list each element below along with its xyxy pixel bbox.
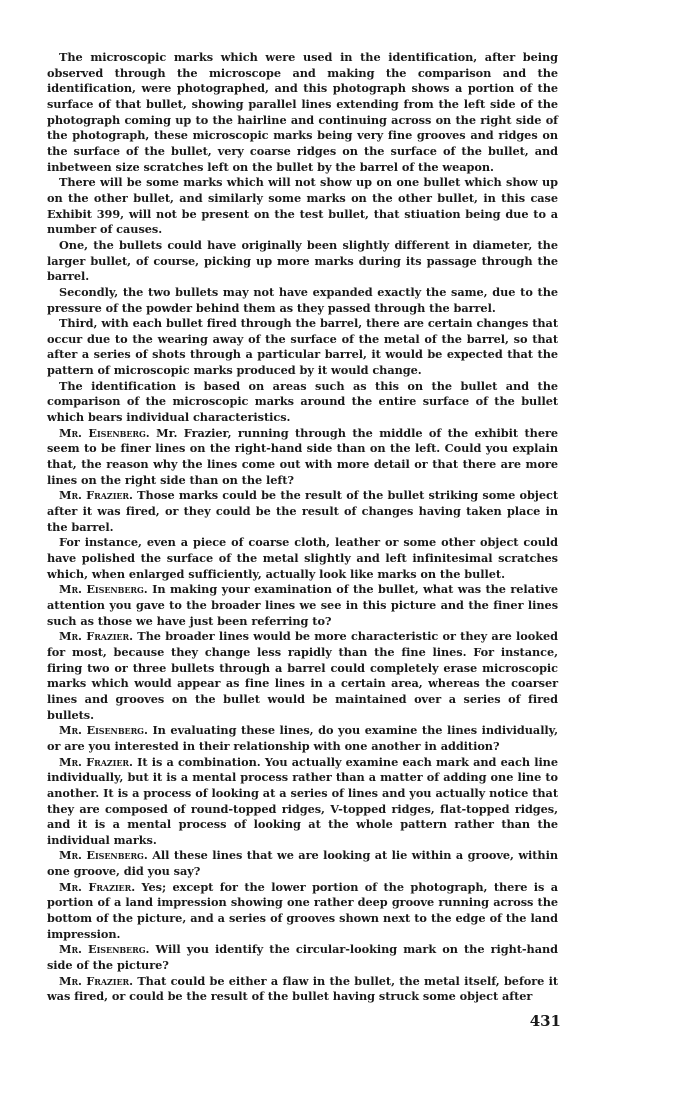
paragraph bbox=[47, 723, 558, 754]
paragraph bbox=[47, 488, 558, 535]
paragraph-text: The identification is based on areas such as this on the bullet and the comparison of the microscopic marks around the entire surface of the bullet which bears individual characteristics. bbox=[47, 378, 558, 425]
speaker-name: Mr. Frazier. bbox=[59, 629, 133, 644]
paragraph-text: One, the bullets could have originally been slightly different in diameter, the larger bullet, of course, picking up more marks during its passage through the barrel. bbox=[47, 237, 558, 284]
paragraph bbox=[47, 974, 558, 1005]
paragraph-text: There will be some marks which will not show up on one bullet which show up on the other bullet, and similarly some marks on the other bullet, in this case Exhibit 399, will not be present on the test bullet, that stiuation being due to a number of causes. bbox=[47, 175, 558, 237]
paragraph-text: In evaluating these lines, do you examine the lines individually, or are you interested in their relationship with one another in addition? bbox=[47, 723, 558, 753]
paragraph-text: Yes; except for the lower portion of the photograph, there is a portion of a land impression showing one rather deep groove running across the bottom of the picture, and a series of grooves shown next to the edge of the land impression. bbox=[47, 879, 558, 941]
paragraph bbox=[47, 629, 558, 723]
paragraph-text: Secondly, the two bullets may not have expanded exactly the same, due to the pressure of the powder behind them as they passed through the barrel. bbox=[47, 284, 558, 315]
paragraph-text: That could be either a flaw in the bullet, the metal itself, before it was fired, or could be the result of the bullet having struck some object after bbox=[47, 973, 559, 1004]
paragraph bbox=[47, 535, 558, 582]
paragraph-text: The microscopic marks which were used in the identification, after being observed through the microscope and making the comparison and the identification, were photographed, and this photograph shows a portion of the surface of that bullet, showing parallel lines extending from the left side of the photograph coming up to the hairline and continuing across on the right side of the photograph, these microscopic marks being very fine grooves and ridges on the surface of the bullet, very coarse ridges on the surface of the bullet, and inbetween size scratches left on the bullet by the barrel of the weapon. bbox=[47, 50, 558, 174]
paragraph-text: All these lines that we are looking at lie within a groove, within one groove, did you say? bbox=[47, 848, 558, 879]
paragraph bbox=[47, 582, 558, 629]
speaker-name: Mr. Frazier. bbox=[59, 879, 136, 894]
speaker-name: Mr. Eisenberg. bbox=[59, 425, 150, 440]
paragraph bbox=[47, 848, 558, 879]
speaker-name: Mr. Frazier. bbox=[59, 754, 133, 769]
speaker-name: Mr. Eisenberg. bbox=[59, 848, 148, 863]
paragraph-text: Mr. Frazier, running through the middle of the exhibit there seem to be finer lines on the right-hand side than on the left. Could you explain that, the reason why the lines come out with more detail or that there are more lines on the right side than on the left? bbox=[47, 425, 558, 487]
paragraph bbox=[47, 50, 558, 175]
speaker-name: Mr. Frazier. bbox=[59, 488, 133, 503]
paragraph bbox=[47, 316, 558, 379]
paragraph bbox=[47, 942, 558, 973]
speaker-name: Mr. Frazier. bbox=[59, 973, 133, 988]
paragraph-text: It is a combination. You actually examine each mark and each line individually, but it is a mental process rather than a matter of adding one line to another. It is a process of looking at a series of lines and you actually notice that they are composed of round-topped ridges, V-topped ridges, flat-topped ridges, and it is a mental process of looking at the whole pattern rather than the individual marks. bbox=[47, 754, 558, 847]
paragraph-text: For instance, even a piece of coarse cloth, leather or some other object could have polished the surface of the metal slightly and left infinitesimal scratches which, when enlarged sufficiently, actually look like marks on the bullet. bbox=[47, 535, 558, 581]
paragraph-text: Will you identify the circular-looking mark on the right-hand side of the picture? bbox=[47, 942, 558, 973]
speaker-name: Mr. Eisenberg. bbox=[59, 582, 148, 597]
paragraph bbox=[47, 379, 558, 426]
speaker-name: Mr. Eisenberg. bbox=[59, 942, 150, 957]
paragraph bbox=[47, 880, 558, 943]
paragraph-text: Third, with each bullet fired through the barrel, there are certain changes that occur due to the wearing away of the surface of the metal of the barrel, so that after a series of shots through a particular barrel, it would be expected that the pattern of microscopic marks produced by it would change. bbox=[47, 316, 558, 378]
paragraph bbox=[47, 238, 558, 285]
paragraph bbox=[47, 426, 558, 489]
paragraph-text: In making your examination of the bullet, what was the relative attention you gave to the broader lines we see in this picture and the finer lines such as those we have just been referring to? bbox=[47, 582, 559, 628]
paragraph-text: Those marks could be the result of the bullet striking some object after it was fired, or they could be the result of changes having taken place in the barrel. bbox=[47, 488, 558, 534]
paragraph bbox=[47, 755, 558, 849]
speaker-name: Mr. Eisenberg. bbox=[59, 723, 148, 738]
page-number: 431 bbox=[529, 1012, 561, 1030]
paragraph-text: The broader lines would be more characteristic or they are looked for most, because they change less rapidly than the fine lines. For instance, firing two or three bullets through a barrel could completely erase microscopic marks which would appear as fine lines in a certain area, whereas the coarser lines and grooves on the bullet would be maintained over a series of fired bullets. bbox=[47, 629, 559, 722]
paragraph bbox=[47, 285, 558, 316]
document-body bbox=[47, 50, 558, 1005]
paragraph bbox=[47, 175, 558, 238]
